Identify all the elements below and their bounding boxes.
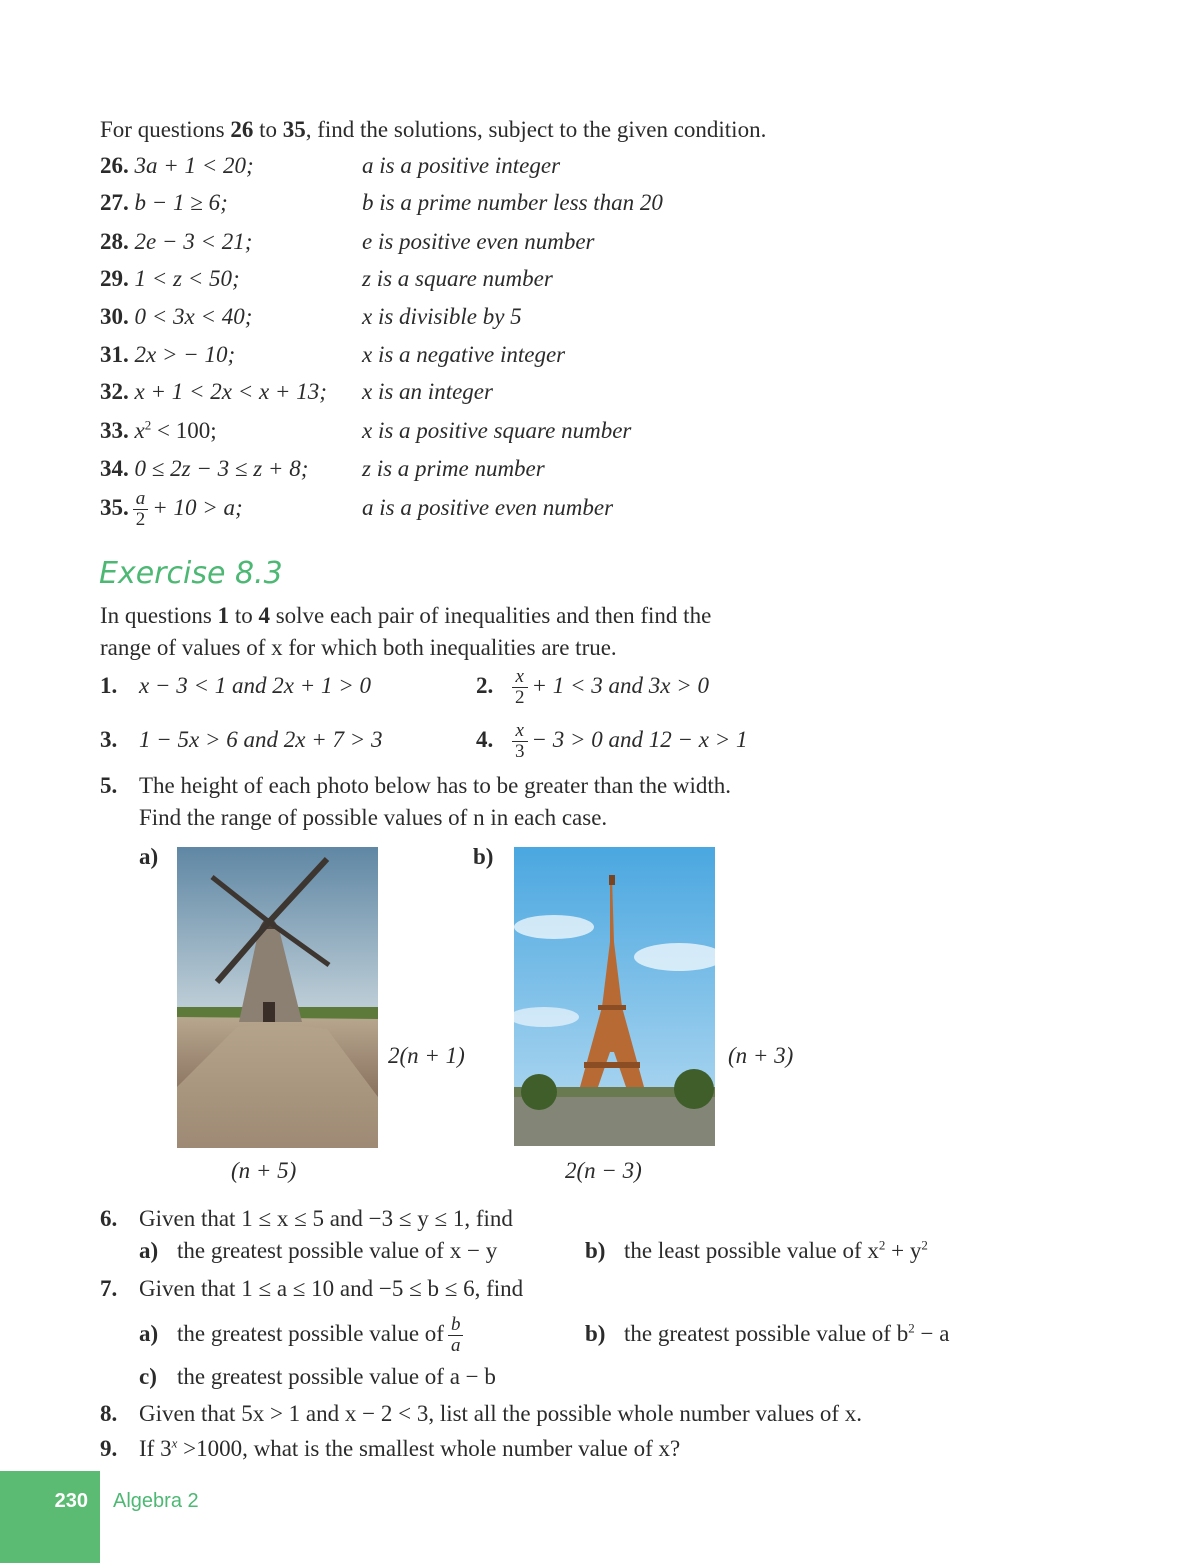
question-34: 34. 0 ≤ 2z − 3 ≤ z + 8; — [100, 456, 309, 481]
photo-b-width-label: 2(n − 3) — [565, 1158, 642, 1183]
item-6b-label: b) — [585, 1238, 606, 1263]
photo-a-height-label: 2(n + 1) — [388, 1043, 465, 1068]
question-35: 35. $\frac{a}{2}$ + 10 > a; — [100, 488, 243, 531]
exercise-intro-line1: In questions 1 to 4 solve each pair of inequalities and then find the — [100, 603, 712, 628]
item-6a-text: the greatest possible value of x − y — [177, 1238, 498, 1263]
item-6a-label: a) — [139, 1238, 159, 1263]
item-3-number: 3. — [100, 727, 118, 752]
item-7c-label: c) — [139, 1364, 157, 1389]
item-2-number: 2. — [476, 673, 494, 698]
condition-35: a is a positive even number — [362, 495, 614, 520]
item-4-text: $\frac{x}{3}$ − 3 > 0 and 12 − x > 1 — [508, 716, 748, 764]
condition-31: x is a negative integer — [362, 342, 566, 367]
item-4-number: 4. — [476, 727, 494, 752]
item-7-text: Given that 1 ≤ a ≤ 10 and −5 ≤ b ≤ 6, find — [139, 1276, 524, 1301]
windmill-illustration — [177, 847, 378, 1148]
item-6-text: Given that 1 ≤ x ≤ 5 and −3 ≤ y ≤ 1, find — [139, 1206, 513, 1231]
item-7b-label: b) — [585, 1321, 606, 1346]
item-9-number: 9. — [100, 1436, 118, 1461]
item-1-number: 1. — [100, 673, 118, 698]
condition-28: e is positive even number — [362, 229, 595, 254]
windmill-photo — [177, 847, 378, 1148]
item-9-text: If $3^x >1000$, what is the smallest whole number value of x? — [139, 1435, 681, 1461]
item-5-line1: The height of each photo below has to be greater than the width. — [139, 773, 732, 798]
item-7a-label: a) — [139, 1321, 159, 1346]
page-number: 230 — [54, 1490, 88, 1512]
question-32: 32. x + 1 < 2x < x + 13; — [100, 379, 327, 404]
item-6b-text: the least possible value of $x^2 + y^2$ — [624, 1237, 928, 1263]
condition-26: a is a positive integer — [362, 153, 561, 178]
question-26: 26. 3a + 1 < 20; — [100, 153, 254, 178]
condition-32: x is an integer — [362, 379, 493, 404]
item-3-text: 1 − 5x > 6 and 2x + 7 > 3 — [139, 727, 383, 752]
intro-text: For questions 26 to 35, find the solutions, subject to the given condition. — [100, 117, 767, 142]
item-1-text: x − 3 < 1 and 2x + 1 > 0 — [139, 673, 371, 698]
item-8-text: Given that 5x > 1 and x − 2 < 3, list all the possible whole number values of x. — [139, 1401, 863, 1426]
question-29: 29. 1 < z < 50; — [100, 266, 240, 291]
footer-page-tab — [0, 1471, 100, 1563]
condition-30: x is divisible by 5 — [362, 304, 522, 329]
exercise-title: Exercise 8.3 — [99, 556, 283, 591]
photo-a-label: a) — [139, 844, 159, 869]
question-30: 30. 0 < 3x < 40; — [100, 304, 253, 329]
question-33: 33. $x^2 < 100$; — [100, 417, 217, 443]
question-31: 31. 2x > − 10; — [100, 342, 236, 367]
eiffel-tower-photo — [514, 847, 715, 1146]
item-6-number: 6. — [100, 1206, 118, 1231]
condition-34: z is a prime number — [362, 456, 545, 481]
photo-b-height-label: (n + 3) — [728, 1043, 794, 1068]
photo-a-width-label: (n + 5) — [231, 1158, 297, 1183]
question-27: 27. b − 1 ≥ 6; — [100, 190, 228, 215]
item-2-text: $\frac{x}{2}$ + 1 < 3 and 3x > 0 — [508, 662, 709, 710]
exercise-intro-line2: range of values of x for which both inequalities are true. — [100, 635, 617, 660]
condition-29: z is a square number — [362, 266, 553, 291]
item-8-number: 8. — [100, 1401, 118, 1426]
chapter-title: Algebra 2 — [113, 1490, 199, 1512]
condition-33: x is a positive square number — [362, 418, 632, 443]
condition-27: b is a prime number less than 20 — [362, 190, 663, 215]
item-7a-text: the greatest possible value of $\frac{b}{a}$ — [177, 1310, 467, 1358]
eiffel-tower-illustration — [514, 847, 715, 1146]
item-7b-text: the greatest possible value of $b^2 - a$ — [624, 1320, 950, 1346]
question-28: 28. 2e − 3 < 21; — [100, 229, 253, 254]
item-7-number: 7. — [100, 1276, 118, 1301]
item-7c-text: the greatest possible value of a − b — [177, 1364, 496, 1389]
photo-b-label: b) — [473, 844, 494, 869]
item-5-line2: Find the range of possible values of n in each case. — [139, 805, 608, 830]
item-5-number: 5. — [100, 773, 118, 798]
